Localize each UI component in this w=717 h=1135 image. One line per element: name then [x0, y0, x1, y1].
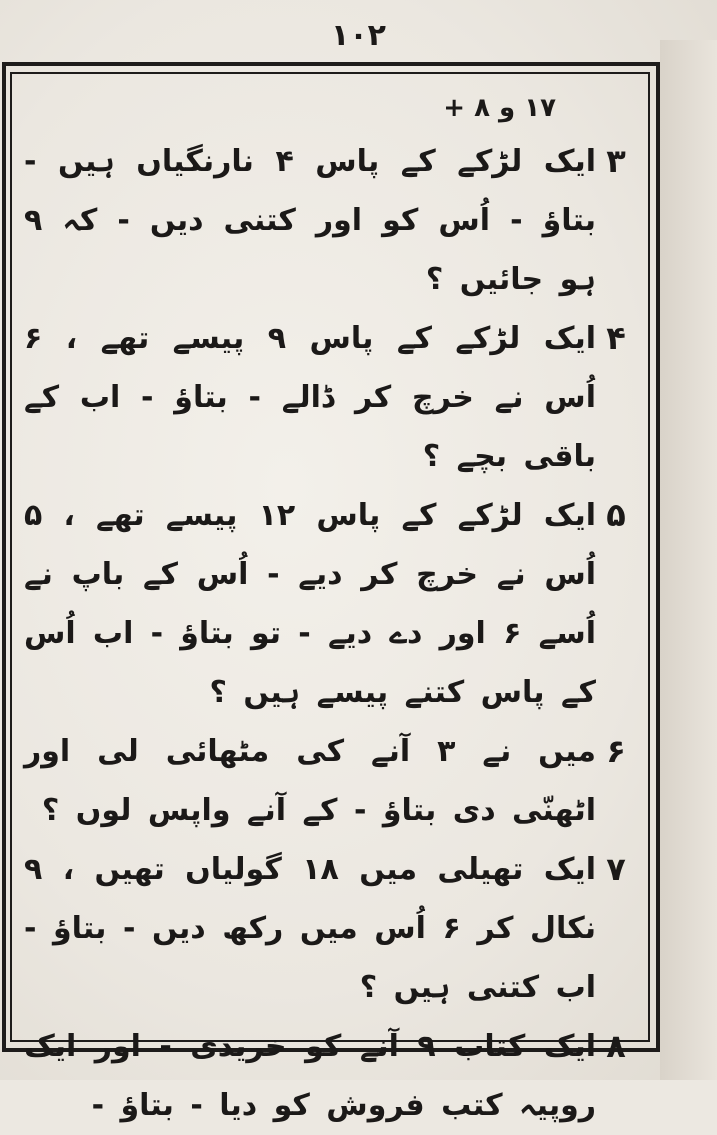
page-content — [24, 88, 636, 1123]
problem-4 — [24, 309, 636, 486]
problem-6 — [24, 722, 636, 840]
problem-text: ایک لڑکے کے پاس ۱۲ پیسے تھے ، ۵ اُس نے خرچ کر دیے - اُس کے باپ نے اُسے ۶ اور دے دیے - تو بتاؤ - اب اُس کے پاس کتنے پیسے ہیں ؟ — [24, 498, 596, 710]
problem-number: ۷ — [606, 850, 626, 888]
problem-8 — [24, 1017, 636, 1135]
problem-text: ایک کتاب ۹ آنے کو خریدی - اور ایک روپیہ کتب فروش کو دیا - بتاؤ - — [24, 1029, 596, 1123]
problem-number: ۵ — [606, 496, 626, 534]
problem-3 — [24, 132, 636, 309]
problem-text: ایک تھیلی میں ۱۸ گولیاں تھیں ، ۹ نکال کر ۶ اُس میں رکھ دیں - بتاؤ - اب کتنی ہیں ؟ — [24, 852, 596, 1005]
problem-number: ۶ — [606, 732, 626, 770]
problem-7 — [24, 840, 636, 1017]
problem-text: ایک لڑکے کے پاس ۴ نارنگیاں ہیں - بتاؤ - اُس کو اور کتنی دیں - کہ ۹ ہو جائیں ؟ — [24, 144, 596, 297]
problem-number: ۸ — [606, 1027, 626, 1065]
problem-text: میں نے ۳ آنے کی مٹھائی لی اور اٹھنّی دی بتاؤ - کے آنے واپس لوں ؟ — [24, 734, 596, 828]
problem-text: ایک لڑکے کے پاس ۹ پیسے تھے ، ۶ اُس نے خرچ کر ڈالے - بتاؤ - اب کے باقی بچے ؟ — [24, 321, 596, 474]
problem-number: ۳ — [606, 142, 626, 180]
problem-number: ۴ — [606, 319, 626, 357]
page-edge — [660, 40, 717, 1080]
problem-5 — [24, 486, 636, 722]
page-number: ۱۰۲ — [331, 18, 386, 53]
section-header: ۱۷ و ۸ + — [443, 93, 556, 123]
